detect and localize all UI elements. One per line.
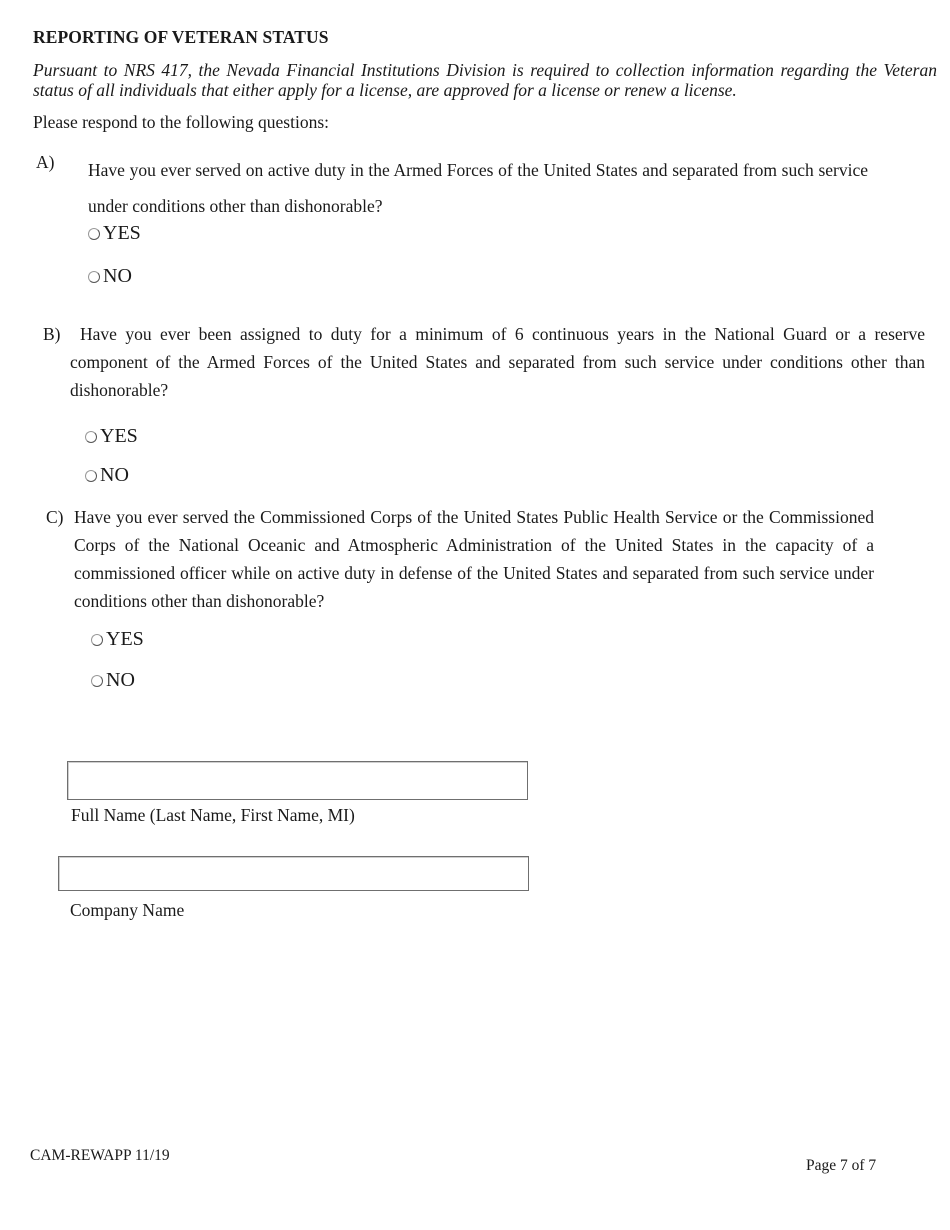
question-a-text: Have you ever served on active duty in the Armed Forces of the United States and separated from such service under conditions other than dishonorable? bbox=[88, 160, 868, 216]
question-b-no-radio[interactable] bbox=[85, 464, 129, 487]
page-number: Page 7 of 7 bbox=[806, 1157, 877, 1174]
question-b-text: Have you ever been assigned to duty for a minimum of 6 continuous years in the National Guard or a reserve component of the Armed Forces of the United States and separated from such service under conditions other than dishonorable? bbox=[70, 324, 925, 400]
radio-label: NO bbox=[103, 265, 132, 287]
radio-label: NO bbox=[100, 464, 129, 486]
instruction-text: Please respond to the following questions: bbox=[33, 112, 330, 132]
radio-label: YES bbox=[106, 628, 144, 650]
company-name-label: Company Name bbox=[70, 900, 185, 920]
question-b-letter: B) bbox=[43, 324, 61, 344]
radio-label: YES bbox=[103, 222, 141, 244]
radio-circle-icon bbox=[91, 675, 103, 687]
question-c-yes-radio[interactable] bbox=[91, 628, 144, 651]
form-heading: REPORTING OF VETERAN STATUS bbox=[33, 27, 329, 47]
radio-circle-icon bbox=[85, 431, 97, 443]
question-b-yes-radio[interactable] bbox=[85, 425, 138, 448]
radio-circle-icon bbox=[85, 470, 97, 482]
radio-label: NO bbox=[106, 669, 135, 691]
intro-paragraph: Pursuant to NRS 417, the Nevada Financial Institutions Division is required to collection information regarding the Veteran status of all individuals that either apply for a license, are approved for a license or renew a license. bbox=[33, 60, 937, 100]
full-name-input[interactable] bbox=[67, 761, 528, 800]
radio-circle-icon bbox=[88, 228, 100, 240]
radio-circle-icon bbox=[88, 271, 100, 283]
question-c-letter: C) bbox=[46, 507, 64, 527]
question-a-yes-radio[interactable] bbox=[88, 222, 141, 245]
form-code: CAM-REWAPP 11/19 bbox=[30, 1147, 170, 1164]
question-a-letter: A) bbox=[36, 152, 55, 172]
radio-label: YES bbox=[100, 425, 138, 447]
question-c-text: Have you ever served the Commissioned Corps of the United States Public Health Service or the Commissioned Corps of the National Oceanic and Atmospheric Administration of the United States in the capacity of a commissioned officer while on active duty in defense of the United States and separated from such service under conditions other than dishonorable? bbox=[74, 507, 874, 611]
company-name-input[interactable] bbox=[58, 856, 529, 891]
radio-circle-icon bbox=[91, 634, 103, 646]
question-c-no-radio[interactable] bbox=[91, 669, 135, 692]
full-name-label: Full Name (Last Name, First Name, MI) bbox=[71, 805, 355, 825]
question-a-no-radio[interactable] bbox=[88, 265, 132, 288]
